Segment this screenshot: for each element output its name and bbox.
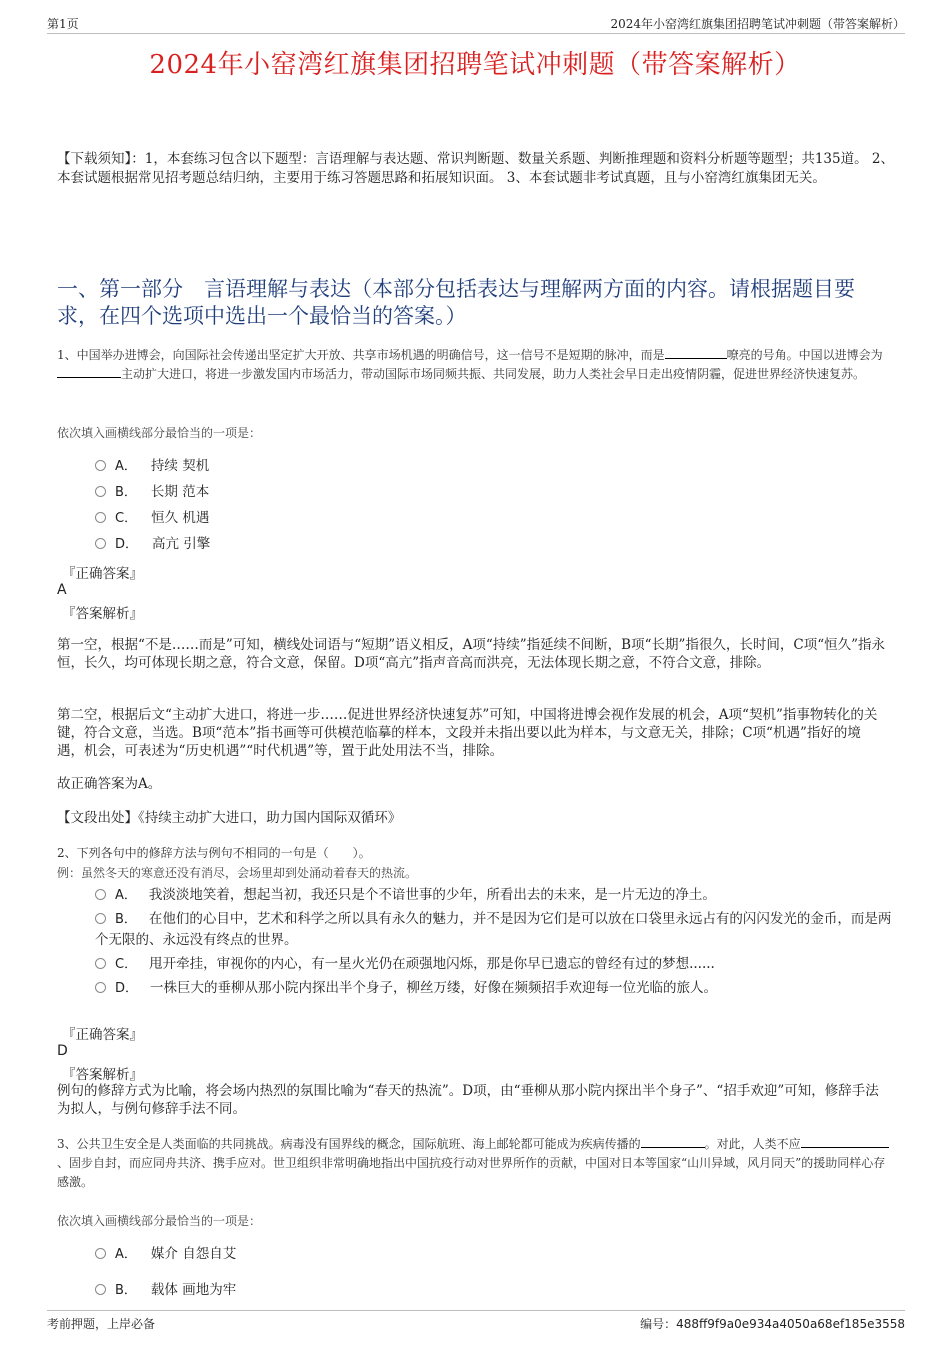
analysis-conclusion: 故正确答案为A。 bbox=[57, 776, 162, 792]
option-c[interactable]: C． 甩开牵挂，审视你的内心，有一星火光仍在顽强地闪烁，那是你早已遗忘的曾经有过的梦想...... bbox=[95, 954, 895, 975]
answer-label: 『正确答案』 bbox=[62, 566, 143, 582]
page-number: 第1页 bbox=[47, 17, 79, 31]
question-2-example: 例：虽然冬天的寒意还没有消尽，会场里却到处涌动着春天的热流。 bbox=[57, 866, 418, 880]
option-b[interactable]: B． 在他们的心目中，艺术和科学之所以具有永久的魅力，并不是因为它们是可以放在口袋里永远占有的闪闪发光的金币，而是两个无限的、永远没有终点的世界。 bbox=[95, 911, 892, 948]
analysis-label: 『答案解析』 bbox=[62, 1067, 143, 1083]
radio-icon[interactable] bbox=[95, 982, 106, 993]
radio-icon[interactable] bbox=[95, 1248, 106, 1259]
radio-icon[interactable] bbox=[95, 889, 106, 900]
option-c[interactable]: C． 恒久 机遇 bbox=[95, 508, 895, 529]
option-d[interactable]: D． 一株巨大的垂柳从那小院内探出半个身子，柳丝万缕，好像在频频招手欢迎每一位光临的旅人。 bbox=[95, 978, 895, 999]
blank-line bbox=[641, 1135, 705, 1148]
radio-icon[interactable] bbox=[95, 512, 106, 523]
option-b[interactable]: B． 长期 范本 bbox=[95, 482, 895, 503]
question-1-options bbox=[95, 456, 895, 560]
question-1-prompt: 依次填入画横线部分最恰当的一项是： bbox=[57, 426, 262, 440]
blank-line bbox=[665, 346, 727, 359]
radio-icon[interactable] bbox=[95, 958, 106, 969]
radio-icon[interactable] bbox=[95, 460, 106, 471]
option-a[interactable]: A． 持续 契机 bbox=[95, 456, 895, 477]
radio-icon[interactable] bbox=[95, 538, 106, 549]
question-3-text: 3、公共卫生安全是人类面临的共同挑战。病毒没有国界线的概念，国际航班、海上邮轮都可能成为疾病传播的 。对此，人类不应、固步自封，而应同舟共济、携手应对。世卫组织非常明确地指出中国抗疫行动对世界所作的贡献，中国对日本等国家“山川异域，风月同天”的援助同样心存感激。 bbox=[57, 1135, 897, 1192]
blank-line bbox=[57, 365, 121, 378]
blank-line bbox=[801, 1135, 889, 1148]
analysis-paragraph: 第二空，根据后文“主动扩大进口，将进一步……促进世界经济快速复苏”可知，中国将进博会视作发展的机会，A项“契机”指事物转化的关键，符合文意，当选。B项“范本”指书画等可供模范临摹的样本，文段并未指出要以此为样本，与文意无关，排除；C项“机遇”指好的境遇，机会，可表述为“历史机遇”“时代机遇”等，置于此处用法不当，排除。 bbox=[57, 707, 878, 759]
header-doc-title: 2024年小窑湾红旗集团招聘笔试冲刺题（带答案解析） bbox=[610, 17, 905, 31]
question-2-options bbox=[95, 885, 895, 1002]
radio-icon[interactable] bbox=[95, 913, 106, 924]
analysis-paragraph: 第一空，根据“不是……而是”可知，横线处词语与“短期”语义相反，A项“持续”指延续不间断，B项“长期”指很久，长时间，C项“恒久”指永恒，长久，均可体现长期之意，符合文意，保留。D项“高亢”指声音高而洪亮，无法体现长期之意，不符合文意，排除。 bbox=[57, 637, 886, 671]
page-title: 2024年小窑湾红旗集团招聘笔试冲刺题（带答案解析） bbox=[149, 50, 801, 80]
source-citation: 【文段出处】《持续主动扩大进口，助力国内国际双循环》 bbox=[57, 810, 402, 826]
question-1-text: 1、中国举办进博会，向国际社会传递出坚定扩大开放、共享市场机遇的明确信号，这一信号不是短期的脉冲，而是 嘹亮的号角。中国以进博会为主动扩大进口，将进一步激发国内市场活力，带动国际市场同频共振、共同发展，助力人类社会早日走出疫情阴霾，促进世界经济快速复苏。 bbox=[57, 348, 883, 381]
radio-icon[interactable] bbox=[95, 486, 106, 497]
option-d[interactable]: D． 高亢 引擎 bbox=[95, 534, 895, 555]
question-3-options bbox=[95, 1244, 895, 1306]
option-b[interactable]: B． 载体 画地为牢 bbox=[95, 1280, 895, 1301]
answer-label: 『正确答案』 bbox=[62, 1027, 143, 1043]
page-header bbox=[47, 13, 905, 34]
option-a[interactable]: A． 媒介 自怨自艾 bbox=[95, 1244, 895, 1265]
download-notice: 【下载须知】：1，本套练习包含以下题型：言语理解与表达题、常识判断题、数量关系题、判断推理题和资料分析题等题型；共135道。 2、本套试题根据常见招考题总结归纳，主要用于练习答题思路和拓展知识面。 3、本套试题非考试真题，且与小窑湾红旗集团无关。 bbox=[57, 151, 894, 186]
correct-answer: D bbox=[57, 1043, 68, 1059]
correct-answer: A bbox=[57, 582, 67, 598]
page-footer bbox=[47, 1310, 905, 1333]
analysis-paragraph: 例句的修辞方式为比喻，将会场内热烈的氛围比喻为“春天的热流”。D项，由“垂柳从那小院内探出半个身子”、“招手欢迎”可知，修辞手法为拟人，与例句修辞手法不同。 bbox=[57, 1083, 879, 1117]
analysis-label: 『答案解析』 bbox=[62, 606, 143, 622]
footer-code: 编号：488ff9f9a0e934a4050a68ef185e3558 bbox=[640, 1317, 905, 1331]
footer-slogan: 考前押题，上岸必备 bbox=[47, 1317, 156, 1331]
option-a[interactable]: A． 我淡淡地笑着，想起当初，我还只是个不谙世事的少年，所看出去的未来，是一片无边的净土。 bbox=[95, 885, 895, 906]
question-3-prompt: 依次填入画横线部分最恰当的一项是： bbox=[57, 1214, 262, 1228]
radio-icon[interactable] bbox=[95, 1284, 106, 1295]
section-title: 一、第一部分 言语理解与表达（本部分包括表达与理解两方面的内容。请根据题目要求，在四个选项中选出一个最恰当的答案。） bbox=[57, 277, 855, 328]
question-2-text: 2、下列各句中的修辞方法与例句不相同的一句是（ ）。 bbox=[57, 846, 371, 860]
